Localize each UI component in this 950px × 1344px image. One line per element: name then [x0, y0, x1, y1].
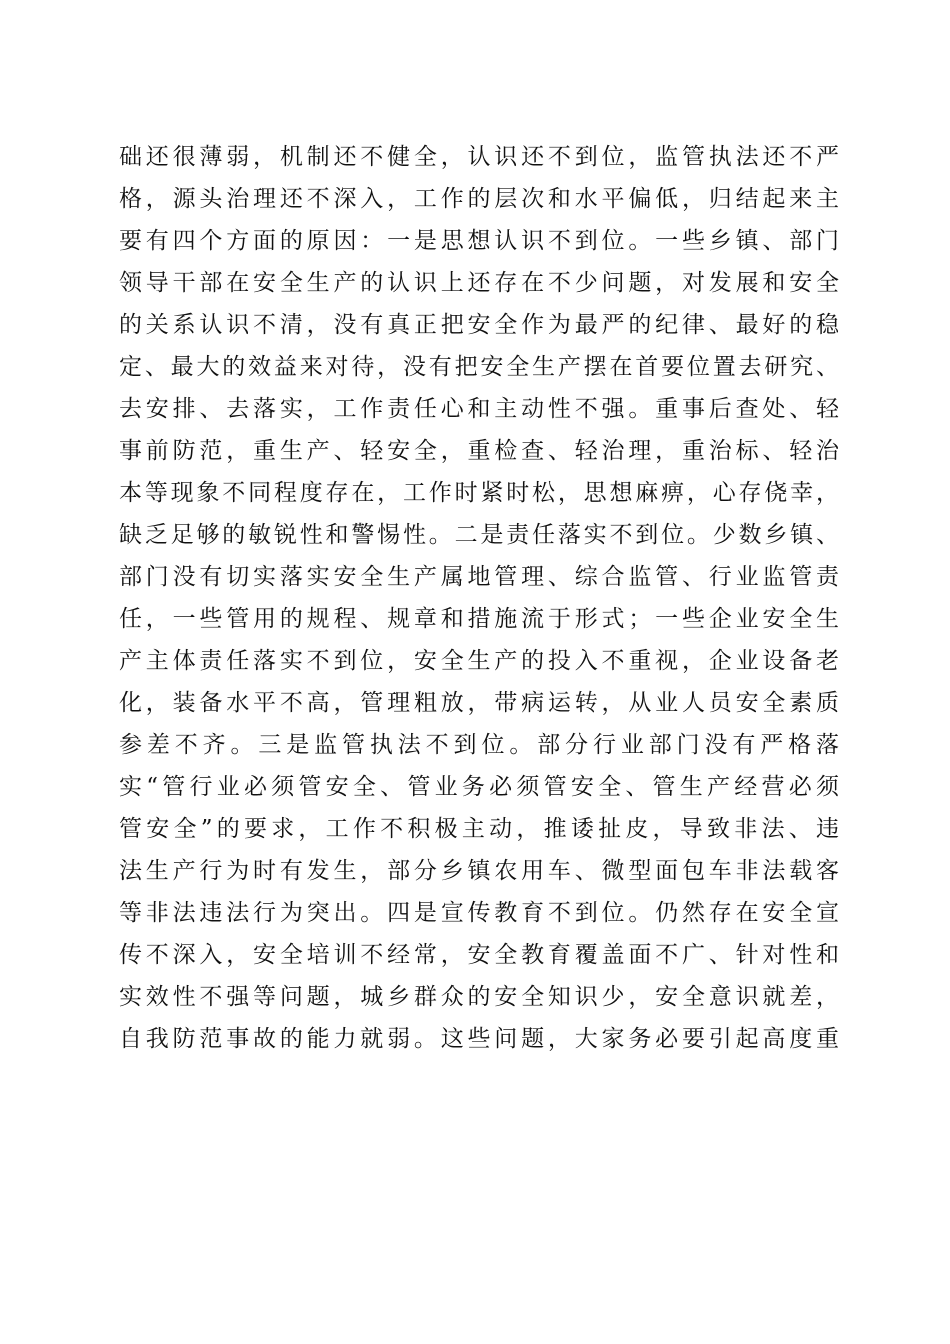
text-line-1: 础还很薄弱，机制还不健全，认识还不到位，监管执法还不严	[119, 144, 839, 170]
text-line-19: 等非法违法行为突出。四是宣传教育不到位。仍然存在安全宣	[119, 900, 839, 926]
text-line-20: 传不深入，安全培训不经常，安全教育覆盖面不广、针对性和	[119, 942, 839, 968]
text-line-14: 化，装备水平不高，管理粗放，带病运转，从业人员安全素质	[119, 690, 839, 716]
text-line-18: 法生产行为时有发生，部分乡镇农用车、微型面包车非法载客	[119, 858, 839, 884]
text-line-3: 要有四个方面的原因：一是思想认识不到位。一些乡镇、部门	[119, 228, 839, 254]
text-line-4: 领导干部在安全生产的认识上还存在不少问题，对发展和安全	[119, 270, 839, 296]
text-line-13: 产主体责任落实不到位，安全生产的投入不重视，企业设备老	[119, 648, 839, 674]
text-line-21: 实效性不强等问题，城乡群众的安全知识少，安全意识就差，	[119, 984, 839, 1010]
text-line-7: 去安排、去落实，工作责任心和主动性不强。重事后查处、轻	[119, 396, 839, 422]
text-line-15: 参差不齐。三是监管执法不到位。部分行业部门没有严格落	[119, 732, 839, 758]
text-line-17: 管安全”的要求，工作不积极主动，推诿扯皮，导致非法、违	[119, 816, 839, 842]
text-line-8: 事前防范，重生产、轻安全，重检查、轻治理，重治标、轻治	[119, 438, 839, 464]
text-line-9: 本等现象不同程度存在，工作时紧时松，思想麻痹，心存侥幸，	[119, 480, 839, 506]
text-line-5: 的关系认识不清，没有真正把安全作为最严的纪律、最好的稳	[119, 312, 839, 338]
text-line-16: 实“管行业必须管安全、管业务必须管安全、管生产经营必须	[119, 774, 839, 800]
text-line-22: 自我防范事故的能力就弱。这些问题，大家务必要引起高度重	[119, 1026, 839, 1052]
text-line-12: 任，一些管用的规程、规章和措施流于形式；一些企业安全生	[119, 606, 839, 632]
text-line-11: 部门没有切实落实安全生产属地管理、综合监管、行业监管责	[119, 564, 839, 590]
body-paragraph	[119, 136, 839, 1060]
text-line-6: 定、最大的效益来对待，没有把安全生产摆在首要位置去研究、	[119, 354, 839, 380]
text-line-10: 缺乏足够的敏锐性和警惕性。二是责任落实不到位。少数乡镇、	[119, 522, 839, 548]
text-line-2: 格，源头治理还不深入，工作的层次和水平偏低，归结起来主	[119, 186, 839, 212]
